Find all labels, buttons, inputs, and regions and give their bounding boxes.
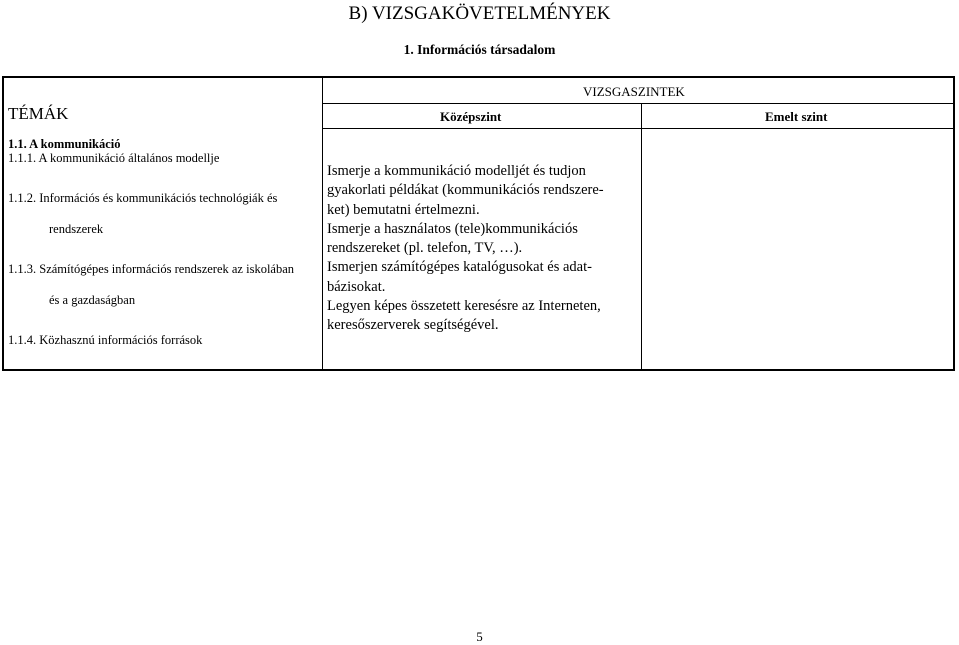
page-number: 5	[476, 629, 483, 644]
document-title: B) VIZSGAKÖVETELMÉNYEK	[348, 3, 611, 24]
topic-item: 1.1.4. Közhasznú információs források	[8, 333, 203, 347]
requirement-line: bázisokat.	[327, 278, 386, 295]
column-header-topics: TÉMÁK	[8, 104, 69, 123]
topic-item-continuation: és a gazdaságban	[49, 293, 136, 307]
requirement-line: Ismerje a kommunikáció modelljét és tudjon	[327, 163, 586, 179]
requirement-line: ket) bemutatni értelmezni.	[327, 201, 480, 218]
header-divider	[322, 103, 953, 104]
intermediate-requirements	[327, 162, 633, 336]
topic-heading: 1.1. A kommunikáció	[8, 137, 121, 151]
requirement-line: Ismerje a használatos (tele)kommunikációs	[327, 220, 578, 237]
requirement-line: Ismerjen számítógépes katalógusokat és adat-	[327, 259, 592, 276]
topic-item: 1.1.1. A kommunikáció általános modellje	[8, 151, 220, 165]
column-header-intermediate: Középszint	[440, 109, 502, 124]
column-divider	[322, 78, 323, 369]
requirement-line: keresőszerverek segítségével.	[327, 317, 499, 334]
column-divider	[641, 103, 642, 369]
column-header-exam-levels: VIZSGASZINTEK	[583, 84, 685, 99]
section-title: 1. Információs társadalom	[403, 42, 556, 57]
requirement-line: gyakorlati példákat (kommunikációs rendszere-	[327, 182, 604, 199]
topic-item-continuation: rendszerek	[49, 222, 104, 236]
requirement-line: rendszereket (pl. telefon, TV, …).	[327, 240, 523, 257]
topic-item: 1.1.3. Számítógépes információs rendszerek az iskolában	[8, 262, 295, 276]
requirement-line: Legyen képes összetett keresésre az Interneten,	[327, 298, 601, 315]
topic-item: 1.1.2. Információs és kommunikációs technológiák és	[8, 191, 278, 205]
column-header-advanced: Emelt szint	[765, 109, 828, 124]
header-divider	[322, 128, 953, 129]
